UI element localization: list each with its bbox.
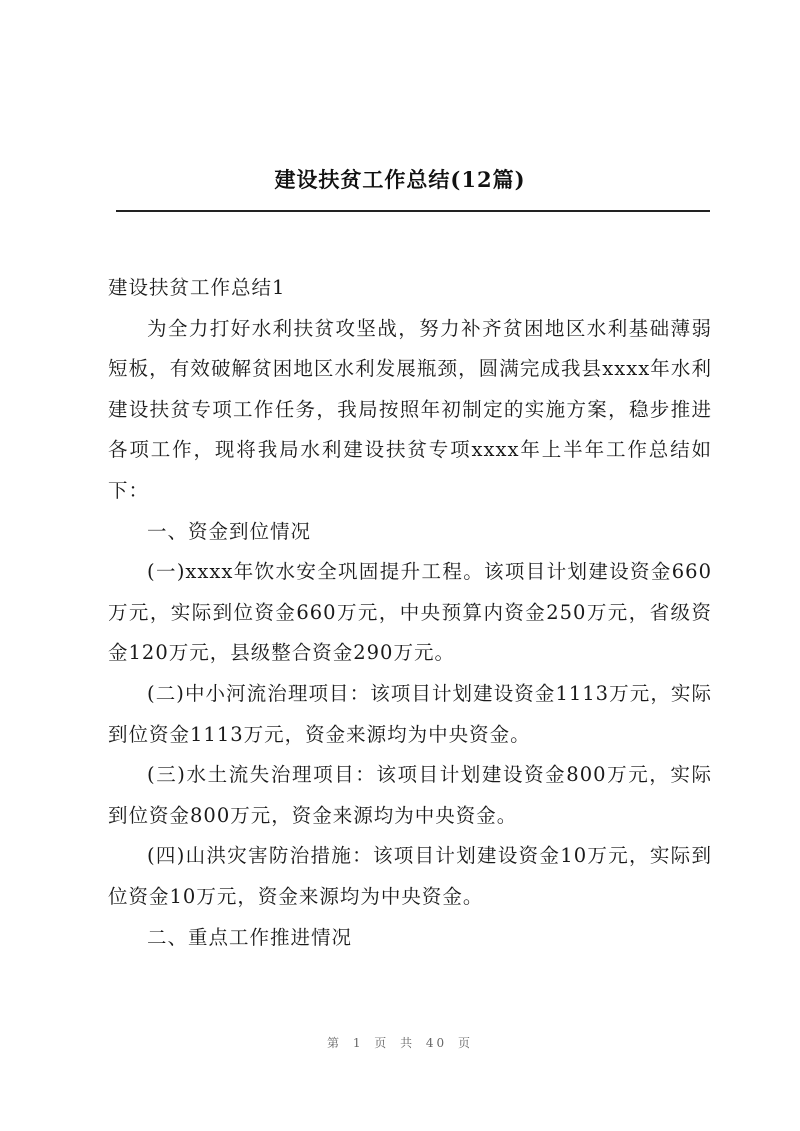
title-underline bbox=[116, 210, 710, 212]
page-number-footer: 第 1 页 共 40 页 bbox=[327, 1036, 473, 1050]
paragraph-item-3: (三)水土流失治理项目：该项目计划建设资金800万元，实际到位资金800万元，资金来源均为中央资金。 bbox=[108, 763, 712, 827]
section-heading: 建设扶贫工作总结1 bbox=[108, 276, 286, 299]
paragraph-item-1: (一)xxxx年饮水安全巩固提升工程。该项目计划建设资金660万元，实际到位资金660万元，中央预算内资金250万元，省级资金120万元，县级整合资金290万元。 bbox=[108, 560, 712, 665]
heading-key-work: 二、重点工作推进情况 bbox=[147, 925, 353, 949]
paragraph-item-2: (二)中小河流治理项目：该项目计划建设资金1113万元，实际到位资金1113万元，资金来源均为中央资金。 bbox=[108, 681, 712, 746]
document-title: 建设扶贫工作总结(12篇) bbox=[274, 167, 526, 192]
paragraph-item-4: (四)山洪灾害防治措施：该项目计划建设资金10万元，实际到位资金10万元，资金来源均为中央资金。 bbox=[108, 844, 712, 908]
paragraph-intro: 为全力打好水利扶贫攻坚战，努力补齐贫困地区水利基础薄弱短板，有效破解贫困地区水利发展瓶颈，圆满完成我县xxxx年水利建设扶贫专项工作任务，我局按照年初制定的实施方案，稳步推进各项工作，现将我局水利建设扶贫专项xxxx年上半年工作总结如下： bbox=[108, 316, 712, 502]
heading-funding-status: 一、资金到位情况 bbox=[147, 519, 312, 543]
document-body bbox=[108, 268, 712, 958]
